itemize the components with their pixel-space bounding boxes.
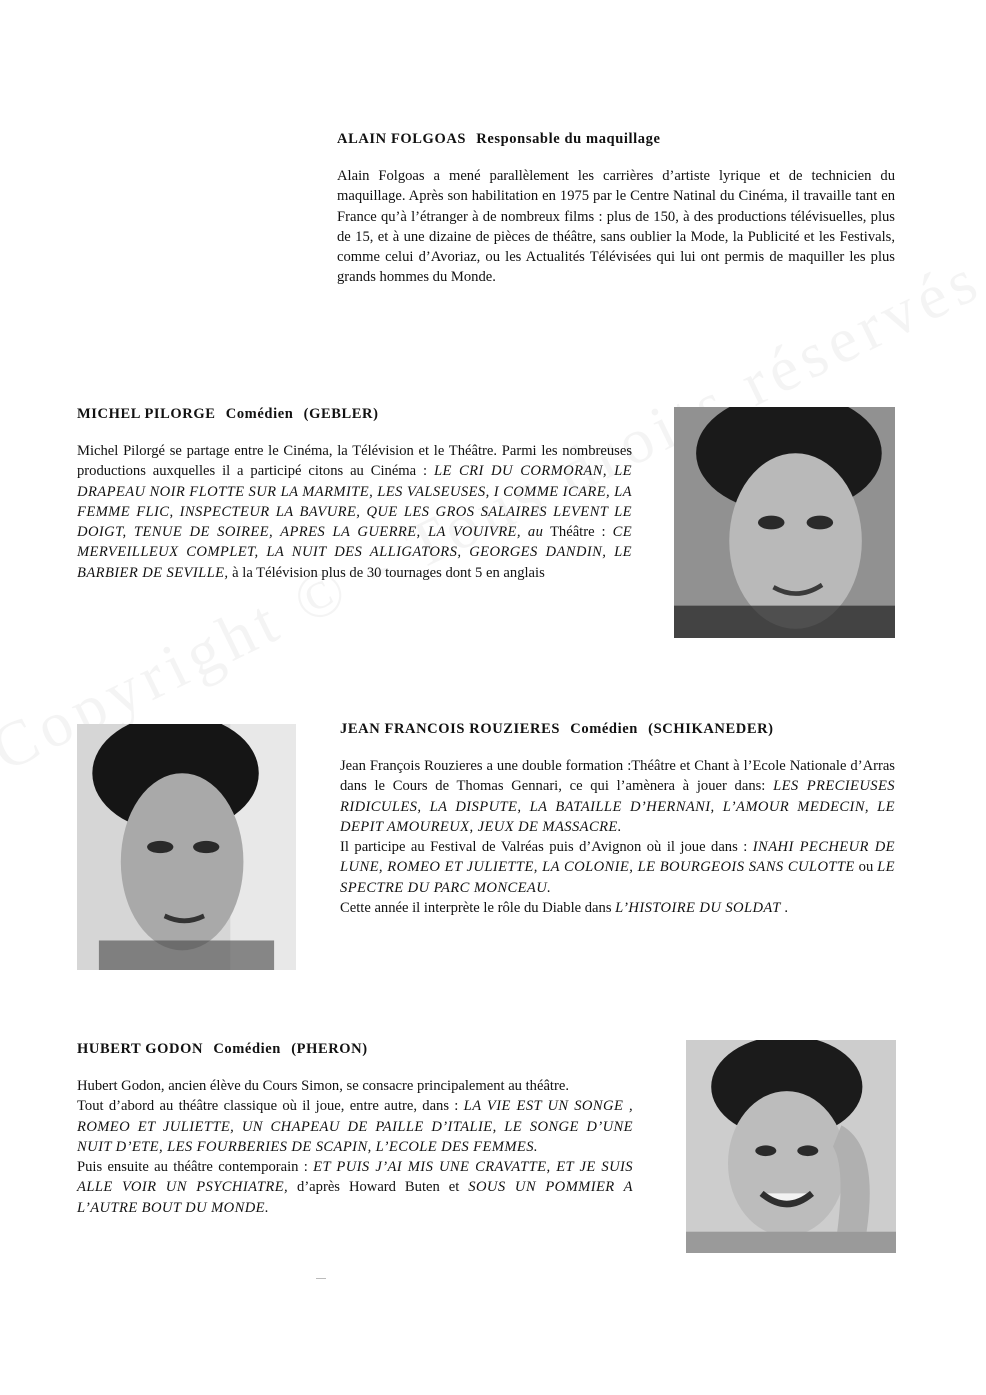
work-titles: INAHI PECHEUR DE LUNE, ROMEO ET JULIETTE, LA COLONIE, LE BOURGEOIS SANS CULOTTE [340, 839, 895, 876]
work-titles: LE CRI DU CORMORAN, LE DRAPEAU NOIR FLOTTE SUR LA MARMITE, LES VALSEUSES, I COMME ICARE, LA FEMME FLIC, INSPECTEUR LA BAVURE, QUE LES GROS SALAIRES LEVENT LE DOIGT, TENUE DE SOIREE, APRES LA GUERRE, LA VOUIVRE, [77, 463, 632, 541]
portrait-photo-michel-pilorge [674, 407, 895, 638]
bio-paragraph [77, 1076, 633, 1096]
text-run: Jean François Rouzieres a une double formation :Théâtre et Chant à l’Ecole Nationale d’Arras dans le Cours de Thomas Gennari, ce qui l’amènera à jouer dans: [340, 758, 895, 795]
bio-heading [340, 721, 895, 738]
character-name: (PHERON) [291, 1041, 368, 1057]
bio-paragraph [340, 898, 895, 918]
portrait-photo-hubert-godon [686, 1040, 896, 1253]
text-run: ou [854, 859, 878, 876]
text-run: . [780, 900, 789, 917]
bio-paragraph [340, 837, 895, 898]
person-role: Comédien [213, 1041, 281, 1057]
bio-paragraph [77, 1096, 633, 1157]
bio-text [77, 441, 632, 583]
bio-heading [77, 1041, 633, 1058]
text-run [521, 524, 528, 540]
character-name: (GEBLER) [303, 406, 379, 422]
text-run: Il participe au Festival de Valréas puis d’Avignon où il joue dans : [340, 839, 753, 856]
work-titles: SOUS UN POMMIER A L’AUTRE BOUT DU MONDE. [77, 1179, 634, 1216]
bio-text [340, 756, 895, 918]
person-name: ALAIN FOLGOAS [337, 131, 467, 147]
person-name: HUBERT GODON [77, 1041, 204, 1057]
bio-heading [337, 131, 895, 148]
bio-text [337, 166, 895, 288]
portrait-photo-jean-francois-rouzieres [77, 724, 296, 970]
work-titles: L’HISTOIRE DU SOLDAT [615, 900, 781, 917]
text-run: Michel Pilorgé se partage entre le Cinéma, la Télévision et le Théâtre. Parmi les nombreuses productions auxquelles il a participé citons au Cinéma : [77, 443, 632, 480]
work-titles: LE SPECTRE DU PARC MONCEAU. [340, 859, 895, 896]
text-run: Cette année il interprète le rôle du Diable dans [340, 900, 616, 917]
text-run: Hubert Godon, ancien élève du Cours Simon, se consacre principalement au théâtre. [77, 1078, 569, 1094]
text-run: Tout d’abord au théâtre classique où il joue, entre autre, dans : [77, 1098, 464, 1115]
person-name: MICHEL PILORGE [77, 406, 216, 422]
text-run: à la Télévision plus de 30 tournages dont 5 en anglais [228, 564, 545, 581]
person-name: JEAN FRANCOIS ROUZIERES [340, 721, 561, 737]
bio-heading [77, 406, 632, 423]
text-run: Alain Folgoas a mené parallèlement les carrières d’artiste lyrique et de technicien du maquillage. Après son habilitation en 1975 par le Centre Natinal du Cinéma, il travaille tant en France qu’à l’étranger à de nombreux films : plus de 150, à des productions télévisuelles, plus de 15, et à une dizaine de pièces de théâtre, sans oublier la Mode, la Publicité et les Festivals, comme celui d’Avoriaz, ou les Actualités Télévisées qui lui ont permis de maquiller les plus grands hommes du Monde. [337, 168, 895, 286]
bio-paragraph [337, 166, 895, 288]
bio-jean-francois-rouzieres [340, 721, 895, 918]
work-titles: ET PUIS J’AI MIS UNE CRAVATTE, ET JE SUIS ALLE VOIR UN PSYCHIATRE, [77, 1159, 633, 1196]
work-titles: CE MERVEILLEUX COMPLET, LA NUIT DES ALLIGATORS, GEORGES DANDIN, LE BARBIER DE SEVILLE, [77, 524, 633, 581]
person-role: Responsable du maquillage [476, 131, 661, 147]
text-run: d’après Howard Buten et [288, 1179, 469, 1196]
bio-text [77, 1076, 633, 1218]
work-titles: au [527, 524, 544, 541]
person-role: Comédien [570, 721, 638, 737]
person-role: Comédien [225, 406, 294, 422]
text-run: Puis ensuite au théâtre contemporain : [77, 1159, 314, 1176]
page-mark [316, 1278, 326, 1279]
work-titles: LES PRECIEUSES RIDICULES, LA DISPUTE, LA BATAILLE D’HERNANI, L’AMOUR MEDECIN, LE DEPIT AMOUREUX, JEUX DE MASSACRE. [340, 778, 895, 835]
character-name: (SCHIKANEDER) [648, 721, 774, 737]
bio-alain-folgoas [337, 131, 895, 288]
bio-paragraph [77, 1157, 633, 1218]
bio-hubert-godon [77, 1041, 633, 1218]
bio-michel-pilorge [77, 406, 632, 583]
work-titles: LA VIE EST UN SONGE , ROMEO ET JULIETTE, UN CHAPEAU DE PAILLE D’ITALIE, LE SONGE D’UNE NUIT D’ETE, LES FOURBERIES DE SCAPIN, L’ECOLE DES FEMMES. [77, 1098, 633, 1155]
bio-paragraph [77, 441, 632, 583]
bio-paragraph [340, 756, 895, 837]
text-run: Théâtre : [543, 524, 613, 541]
